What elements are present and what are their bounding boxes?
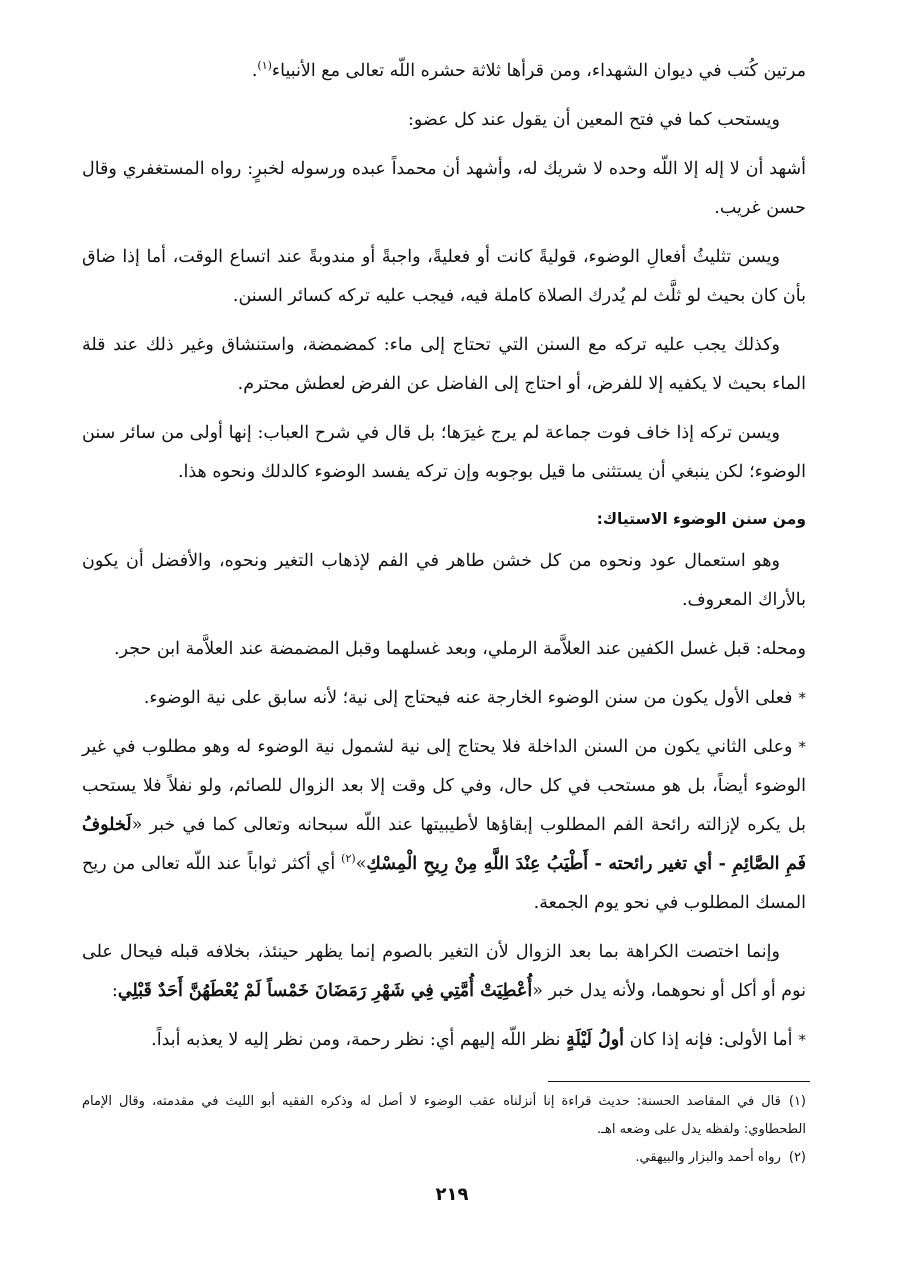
footnote-ref-2[interactable]: (٢) [341,852,356,866]
bullet-star-icon: * [798,1031,806,1049]
paragraph-10 [82,728,806,923]
bullet-star-icon: * [798,689,806,707]
paragraph-11-text-b: : [111,981,118,1001]
quote-close-1: » [355,854,367,874]
paragraph-2: ويستحب كما في فتح المعين أن يقول عند كل عضو: [407,110,780,130]
footnotes-section [82,1088,806,1172]
footnote-separator [548,1081,810,1082]
paragraph-10-text-a: وعلى الثاني يكون من السنن الداخلة فلا يحتاج إلى نية لشمول نية الوضوء له وهو مطلوب في غير الوضوء أيضاً، بل هو مستحب في كل حال، وفي كل وقت إلا بعد الزوال للصائم، ولو نفلاً فلا يستحب بل يكره لإزالته رائحة الفم المطلوب إبقاؤها لأطيبيتها عند اللّه سبحانه وتعالى كما في خبر « [82,737,806,835]
paragraph-4: ويسن تثليثُ أفعالِ الوضوء، قوليةً كانت أو فعليةً، واجبةً أو مندوبةً عند اتساع الوقت، أما إذا ضاق بأن كان بحيث لو ثلَّث لم يُدرك الصلاة كاملة فيه، فيجب عليه تركه كسائر السنن. [82,247,806,306]
page-body [82,52,806,1070]
footnote-2-text: رواه أحمد والبزار والبيهقي. [635,1150,781,1165]
paragraph-11-text-a: وإنما اختصت الكراهة بما بعد الزوال لأن التغير بالصوم إنما يظهر حينئذ، بخلافه قبله فيحال على نوم أو أكل أو نحوهما، ولأنه يدل خبر « [82,942,806,1001]
paragraph-1 [82,52,806,91]
section-heading: ومن سنن الوضوء الاستياك: [596,510,806,528]
page-number: ٢١٩ [435,1184,469,1205]
hadith-quote-3: أولُ لَيْلَةٍ [566,1030,625,1050]
bullet-star-icon: * [798,738,806,756]
footnote-1-text: قال في المقاصد الحسنة: حديث قراءة إنا أنزلناه عقب الوضوء لا أصل له وذكره الفقيه أبو الليث في مقدمته، وقال الإمام الطحطاوي: ولفظه يدل على وضعه اهـ. [82,1094,806,1137]
paragraph-5: وكذلك يجب عليه تركه مع السنن التي تحتاج إلى ماء: كمضمضة، واستنشاق وغير ذلك عند قلة الماء بحيث لا يكفيه إلا للفرض، أو احتاج إلى الفاضل عن الفرض لعطش محترم. [82,335,806,394]
paragraph-9-text: فعلى الأول يكون من سنن الوضوء الخارجة عنه فيحتاج إلى نية؛ لأنه سابق على نية الوضوء. [143,688,793,708]
paragraph-6: ويسن تركه إذا خاف فوت جماعة لم يرج غيرَها؛ بل قال في شرح العباب: إنها أولى من سائر سنن الوضوء؛ لكن ينبغي أن يستثنى ما قيل بوجوبه وإن تركه يفسد الوضوء كالدلك ونحوه هذا. [82,423,806,482]
paragraph-12-text-a: أما الأولى: فإنه إذا كان [624,1030,793,1050]
paragraph-12-text-b: نظر اللّه إليهم أي: نظر رحمة، ومن نظر إليه لا يعذبه أبداً. [151,1030,567,1050]
hadith-quote-2: أُعْطِيَتْ أُمَّتِي فِي شَهْرِ رَمَضَانَ خَمْساً لَمْ يُعْطَهُنَّ أَحَدٌ قَبْلِي [117,981,533,1001]
footnote-ref-1[interactable]: (١) [257,59,272,73]
paragraph-11 [82,933,806,1011]
footnote-1-number: (١) [788,1094,806,1109]
paragraph-10-text-b: أي أكثر ثواباً عند اللّه تعالى من ريح المسك المطلوب في نحو يوم الجمعة. [82,854,806,913]
footnote-1 [82,1088,806,1144]
paragraph-3: أشهد أن لا إله إلا اللّه وحده لا شريك له، وأشهد أن محمداً عبده ورسوله لخبرٍ: رواه المستغفري وقال حسن غريب. [82,159,806,218]
paragraph-1-text: مرتين كُتب في ديوان الشهداء، ومن قرأها ثلاثة حشره اللّه تعالى مع الأنبياء [271,61,806,81]
paragraph-9 [82,679,806,718]
paragraph-1-end: . [251,61,258,81]
paragraph-12 [82,1021,806,1060]
footnote-2-number: (٢) [788,1150,806,1165]
paragraph-7: وهو استعمال عود ونحوه من كل خشن طاهر في الفم لإذهاب التغير ونحوه، والأفضل أن يكون بالأراك المعروف. [82,551,806,610]
paragraph-8: ومحله: قبل غسل الكفين عند العلاَّمة الرملي، وبعد غسلهما وقبل المضمضة عند العلاَّمة ابن حجر. [114,639,806,659]
hadith-quote-1: لَخلوفُ فَمِ الصَّائِمِ - أي تغير رائحته - أَطْيَبُ عِنْدَ اللَّهِ مِنْ رِيحِ الْمِسْكِ [82,815,807,874]
footnote-2 [82,1144,806,1172]
